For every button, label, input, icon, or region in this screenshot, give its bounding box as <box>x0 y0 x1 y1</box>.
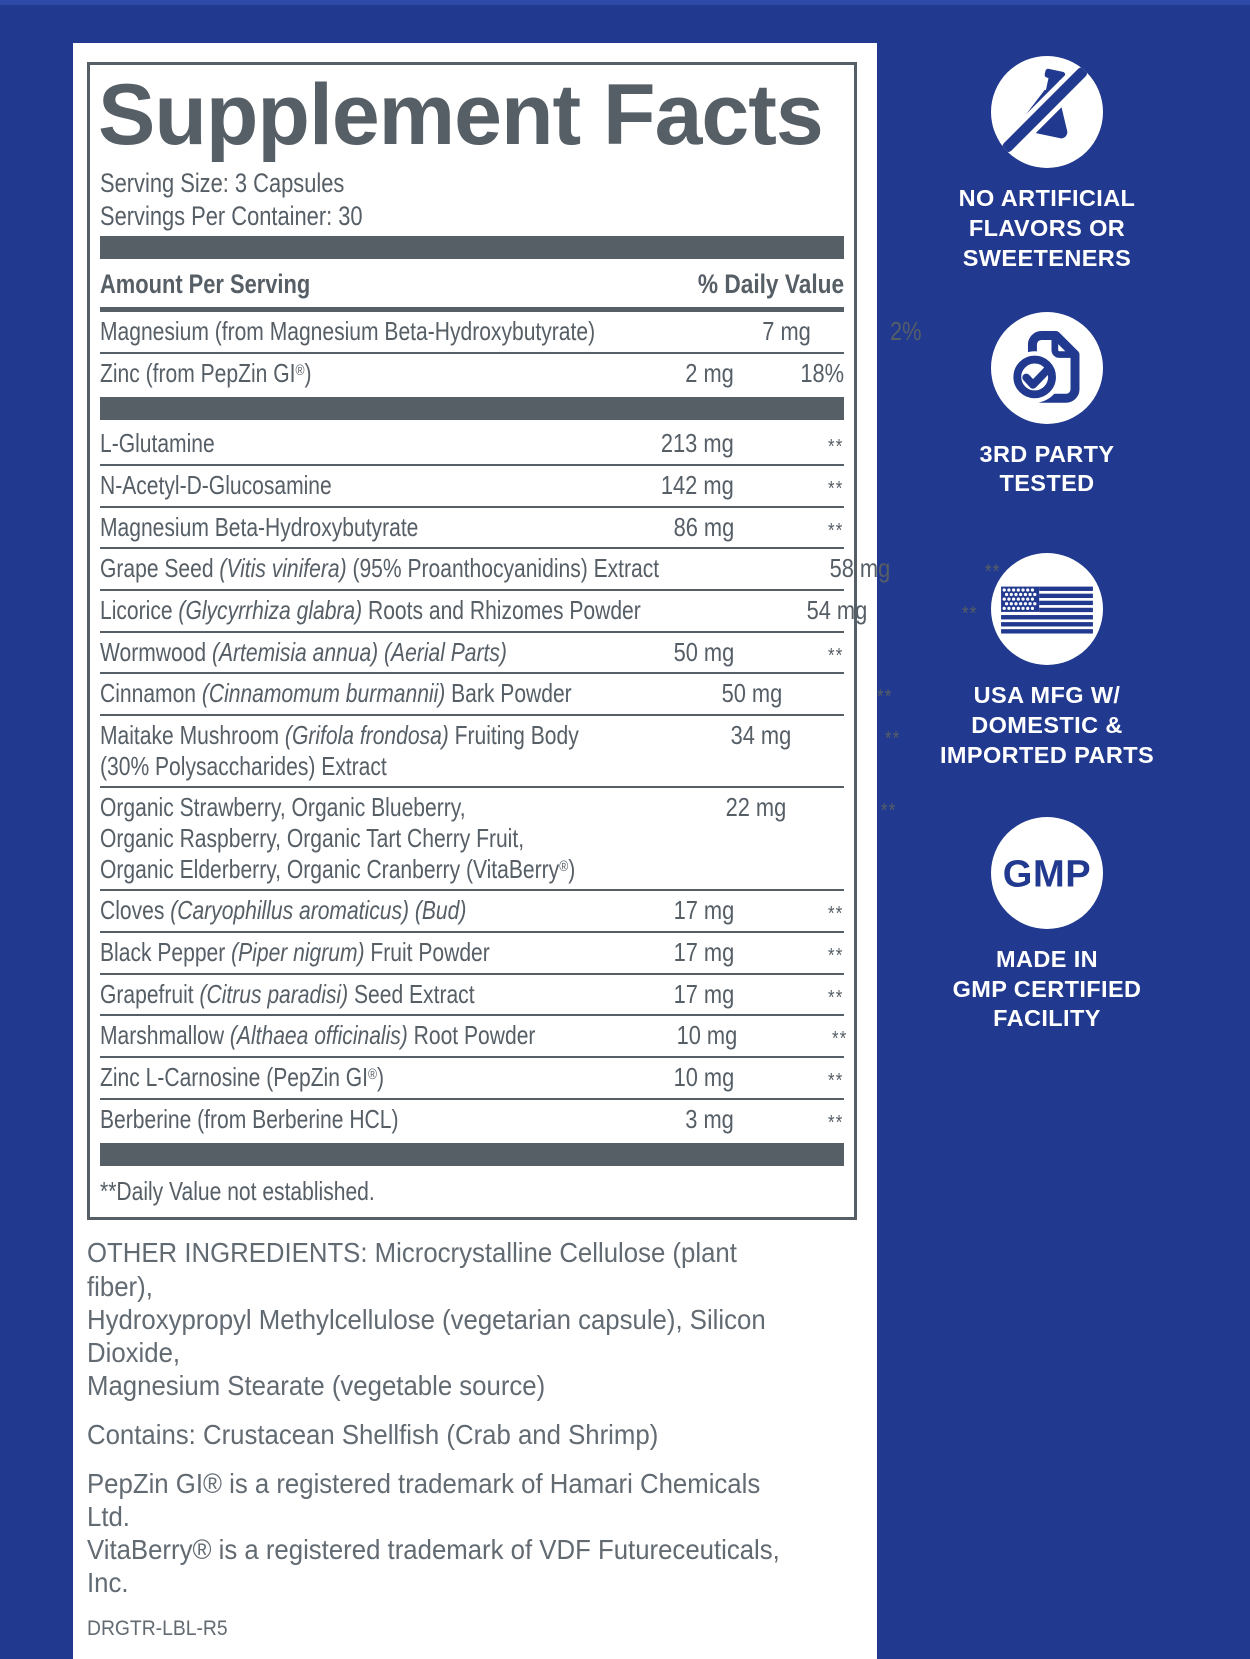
ingredient-name: Black Pepper (Piper nigrum) Fruit Powder <box>100 937 490 968</box>
amount-per-serving: 50 mg <box>673 636 734 667</box>
daily-value: ** <box>984 561 1001 584</box>
gmp-icon <box>991 817 1103 929</box>
lower-text-block <box>87 1236 857 1640</box>
amount-per-serving: 17 mg <box>673 895 734 926</box>
ingredient-row <box>100 889 844 931</box>
ingredient-row <box>100 506 844 548</box>
daily-value: ** <box>828 945 844 968</box>
document-check-icon <box>991 312 1103 424</box>
badge-label: 3RD PARTY TESTED <box>979 440 1115 497</box>
label-code: DRGTR-LBL-R5 <box>87 1616 228 1640</box>
ingredient-row <box>100 589 978 631</box>
section-bar <box>100 1143 844 1166</box>
ingredient-row <box>100 672 893 714</box>
ingredient-name: Licorice (Glycyrrhiza glabra) Roots and Rhizomes Powder <box>100 595 641 626</box>
ingredient-name: Maitake Mushroom (Grifola frondosa) Fruiting Body (30% Polysaccharides) Extract <box>100 720 579 781</box>
contains-statement: Contains: Crustacean Shellfish (Crab and Shrimp) <box>87 1418 659 1450</box>
ingredient-name: Cinnamon (Cinnamomum burmannii) Bark Powder <box>100 678 572 709</box>
supplement-facts-card <box>73 43 1001 1659</box>
ingredient-name: Marshmallow (Althaea officinalis) Root Powder <box>100 1020 536 1051</box>
divider-bar <box>100 236 844 259</box>
daily-value: ** <box>828 1111 844 1134</box>
badge-label: MADE IN GMP CERTIFIED FACILITY <box>952 945 1142 1032</box>
amount-per-serving: 10 mg <box>676 1020 738 1051</box>
daily-value: ** <box>828 986 844 1009</box>
amount-per-serving: 142 mg <box>661 470 734 501</box>
badge-group <box>940 553 1154 771</box>
daily-value: ** <box>828 644 844 667</box>
no-artificial-flask-icon <box>991 56 1103 168</box>
amount-per-serving: 2 mg <box>685 357 734 388</box>
ingredient-row <box>100 973 844 1015</box>
ingredient-name: L-Glutamine <box>100 428 215 459</box>
column-header-daily-value: % Daily Value <box>697 269 844 300</box>
serving-size: Serving Size: 3 Capsules <box>100 168 345 199</box>
daily-value: ** <box>876 686 893 709</box>
table-header <box>100 263 844 307</box>
ingredient-row <box>100 1098 844 1140</box>
amount-per-serving: 50 mg <box>721 678 783 709</box>
trademark-notes: PepZin GI® is a registered trademark of Hamari Chemicals Ltd. VitaBerry® is a registered trademark of VDF Futureceuticals, Inc. <box>87 1467 780 1598</box>
ingredient-name: Organic Strawberry, Organic Blueberry, Organic Raspberry, Organic Tart Cherry Fruit, Organic Elderberry, Organic Cranberry (VitaBerry®) <box>100 792 576 884</box>
usa-flag-icon <box>991 553 1103 665</box>
ingredient-row <box>100 714 902 786</box>
ingredient-row <box>100 312 922 352</box>
ingredient-name: Magnesium (from Magnesium Beta-Hydroxybutyrate) <box>100 316 596 347</box>
ingredient-name: Zinc L-Carnosine (PepZin GI®) <box>100 1062 385 1093</box>
panel-title: Supplement Facts <box>98 67 823 163</box>
ingredient-row <box>100 1014 848 1056</box>
amount-per-serving: 58 mg <box>829 553 891 584</box>
amount-per-serving: 86 mg <box>673 511 734 542</box>
amount-per-serving: 17 mg <box>673 978 734 1009</box>
column-header-amount: Amount Per Serving <box>100 269 311 300</box>
ingredient-row <box>100 786 897 889</box>
daily-value: ** <box>828 519 844 542</box>
supplement-facts-panel <box>87 62 1001 1220</box>
section-bar <box>100 397 844 420</box>
badge-group <box>959 56 1136 274</box>
ingredient-row <box>100 464 844 506</box>
ingredient-row <box>100 631 844 673</box>
daily-value: ** <box>828 903 844 926</box>
badge-label: NO ARTIFICIAL FLAVORS OR SWEETENERS <box>958 185 1136 271</box>
ingredient-name: Zinc (from PepZin GI®) <box>100 357 312 388</box>
other-ingredients: OTHER INGREDIENTS: Microcrystalline Cellulose (plant fiber), Hydroxypropyl Methylcellulose (vegetarian capsule), Silicon Dioxide, Magnesium Stearate (vegetable source) <box>87 1237 766 1401</box>
amount-per-serving: 10 mg <box>673 1062 734 1093</box>
amount-per-serving: 3 mg <box>685 1103 734 1134</box>
badge-group <box>979 312 1114 500</box>
ingredient-name: Berberine (from Berberine HCL) <box>100 1103 399 1134</box>
badge-column <box>930 56 1164 1034</box>
daily-value: ** <box>828 478 844 501</box>
ingredient-name: Wormwood (Artemisia annua) (Aerial Parts) <box>100 636 507 667</box>
ingredient-row <box>100 547 1001 589</box>
daily-value: ** <box>962 603 978 626</box>
dv-footnote: **Daily Value not established. <box>100 1176 375 1207</box>
amount-per-serving: 34 mg <box>730 720 792 751</box>
daily-value: ** <box>828 1070 844 1093</box>
ingredient-name: Grape Seed (Vitis vinifera) (95% Proanthocyanidins) Extract <box>100 553 660 584</box>
amount-per-serving: 7 mg <box>762 316 812 347</box>
daily-value: ** <box>885 728 902 751</box>
svg-text:GMP: GMP <box>1002 853 1092 896</box>
badge-group <box>953 817 1142 1035</box>
top-edge-strip <box>0 0 1250 5</box>
daily-value: ** <box>881 800 897 823</box>
amount-per-serving: 22 mg <box>726 792 787 823</box>
ingredient-row <box>100 352 844 394</box>
daily-value: 18% <box>800 357 844 388</box>
ingredient-name: Magnesium Beta-Hydroxybutyrate <box>100 511 419 542</box>
ingredient-rows <box>100 312 1001 1166</box>
servings-per-container: Servings Per Container: 30 <box>100 200 363 231</box>
amount-per-serving: 17 mg <box>673 937 734 968</box>
ingredient-row <box>100 931 844 973</box>
ingredient-name: N-Acetyl-D-Glucosamine <box>100 470 332 501</box>
ingredient-row <box>100 1056 844 1098</box>
amount-per-serving: 213 mg <box>661 428 734 459</box>
badge-label: USA MFG W/ DOMESTIC & IMPORTED PARTS <box>939 682 1155 768</box>
daily-value: 2% <box>889 316 922 347</box>
ingredient-name: Cloves (Caryophillus aromaticus) (Bud) <box>100 895 467 926</box>
daily-value: ** <box>828 436 844 459</box>
amount-per-serving: 54 mg <box>806 595 868 626</box>
ingredient-row <box>100 424 844 464</box>
ingredient-name: Grapefruit (Citrus paradisi) Seed Extract <box>100 978 475 1009</box>
daily-value: ** <box>831 1028 848 1051</box>
